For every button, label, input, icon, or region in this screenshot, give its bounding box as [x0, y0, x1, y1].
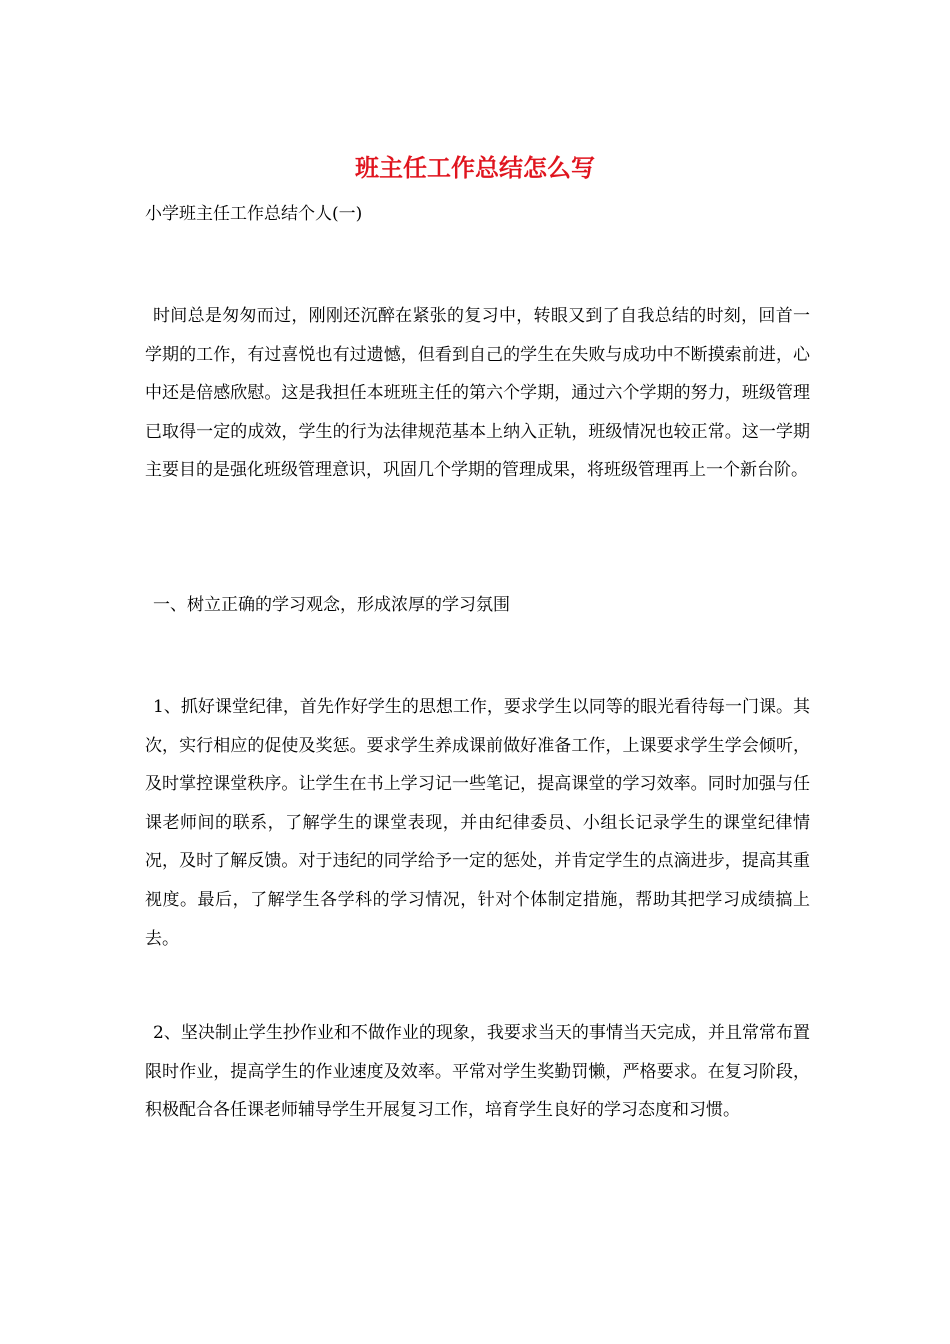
- document-title: 班主任工作总结怎么写: [355, 153, 595, 182]
- section-heading-1: 一、树立正确的学习观念，形成浓厚的学习氛围: [153, 595, 510, 615]
- item-paragraph-2: 2、坚决制止学生抄作业和不做作业的现象，我要求当天的事情当天完成，并且常常布置限时作业，提高学生的作业速度及效率。平常对学生奖勤罚懒，严格要求。在复习阶段，积极配合各任课老师辅导学生开展复习工作，培育学生良好的学习态度和习惯。: [145, 1023, 810, 1121]
- item-paragraph-1: 1、抓好课堂纪律，首先作好学生的思想工作，要求学生以同等的眼光看待每一门课。其次，实行相应的促使及奖惩。要求学生养成课前做好准备工作，上课要求学生学会倾听，及时掌控课堂秩序。让学生在书上学习记一些笔记，提高课堂的学习效率。同时加强与任课老师间的联系，了解学生的课堂表现，并由纪律委员、小组长记录学生的课堂纪律情况，及时了解反馈。对于违纪的同学给予一定的惩处，并肯定学生的点滴进步，提高其重视度。最后，了解学生各学科的学习情况，针对个体制定措施，帮助其把学习成绩搞上去。: [145, 697, 810, 949]
- intro-paragraph: 时间总是匆匆而过，刚刚还沉醉在紧张的复习中，转眼又到了自我总结的时刻，回首一学期的工作，有过喜悦也有过遗憾，但看到自己的学生在失败与成功中不断摸索前进，心中还是倍感欣慰。这是我担任本班班主任的第六个学期，通过六个学期的努力，班级管理已取得一定的成效，学生的行为法律规范基本上纳入正轨，班级情况也较正常。这一学期主要目的是强化班级管理意识，巩固几个学期的管理成果，将班级管理再上一个新台阶。: [145, 306, 810, 481]
- document-subtitle: 小学班主任工作总结个人(一): [145, 204, 363, 224]
